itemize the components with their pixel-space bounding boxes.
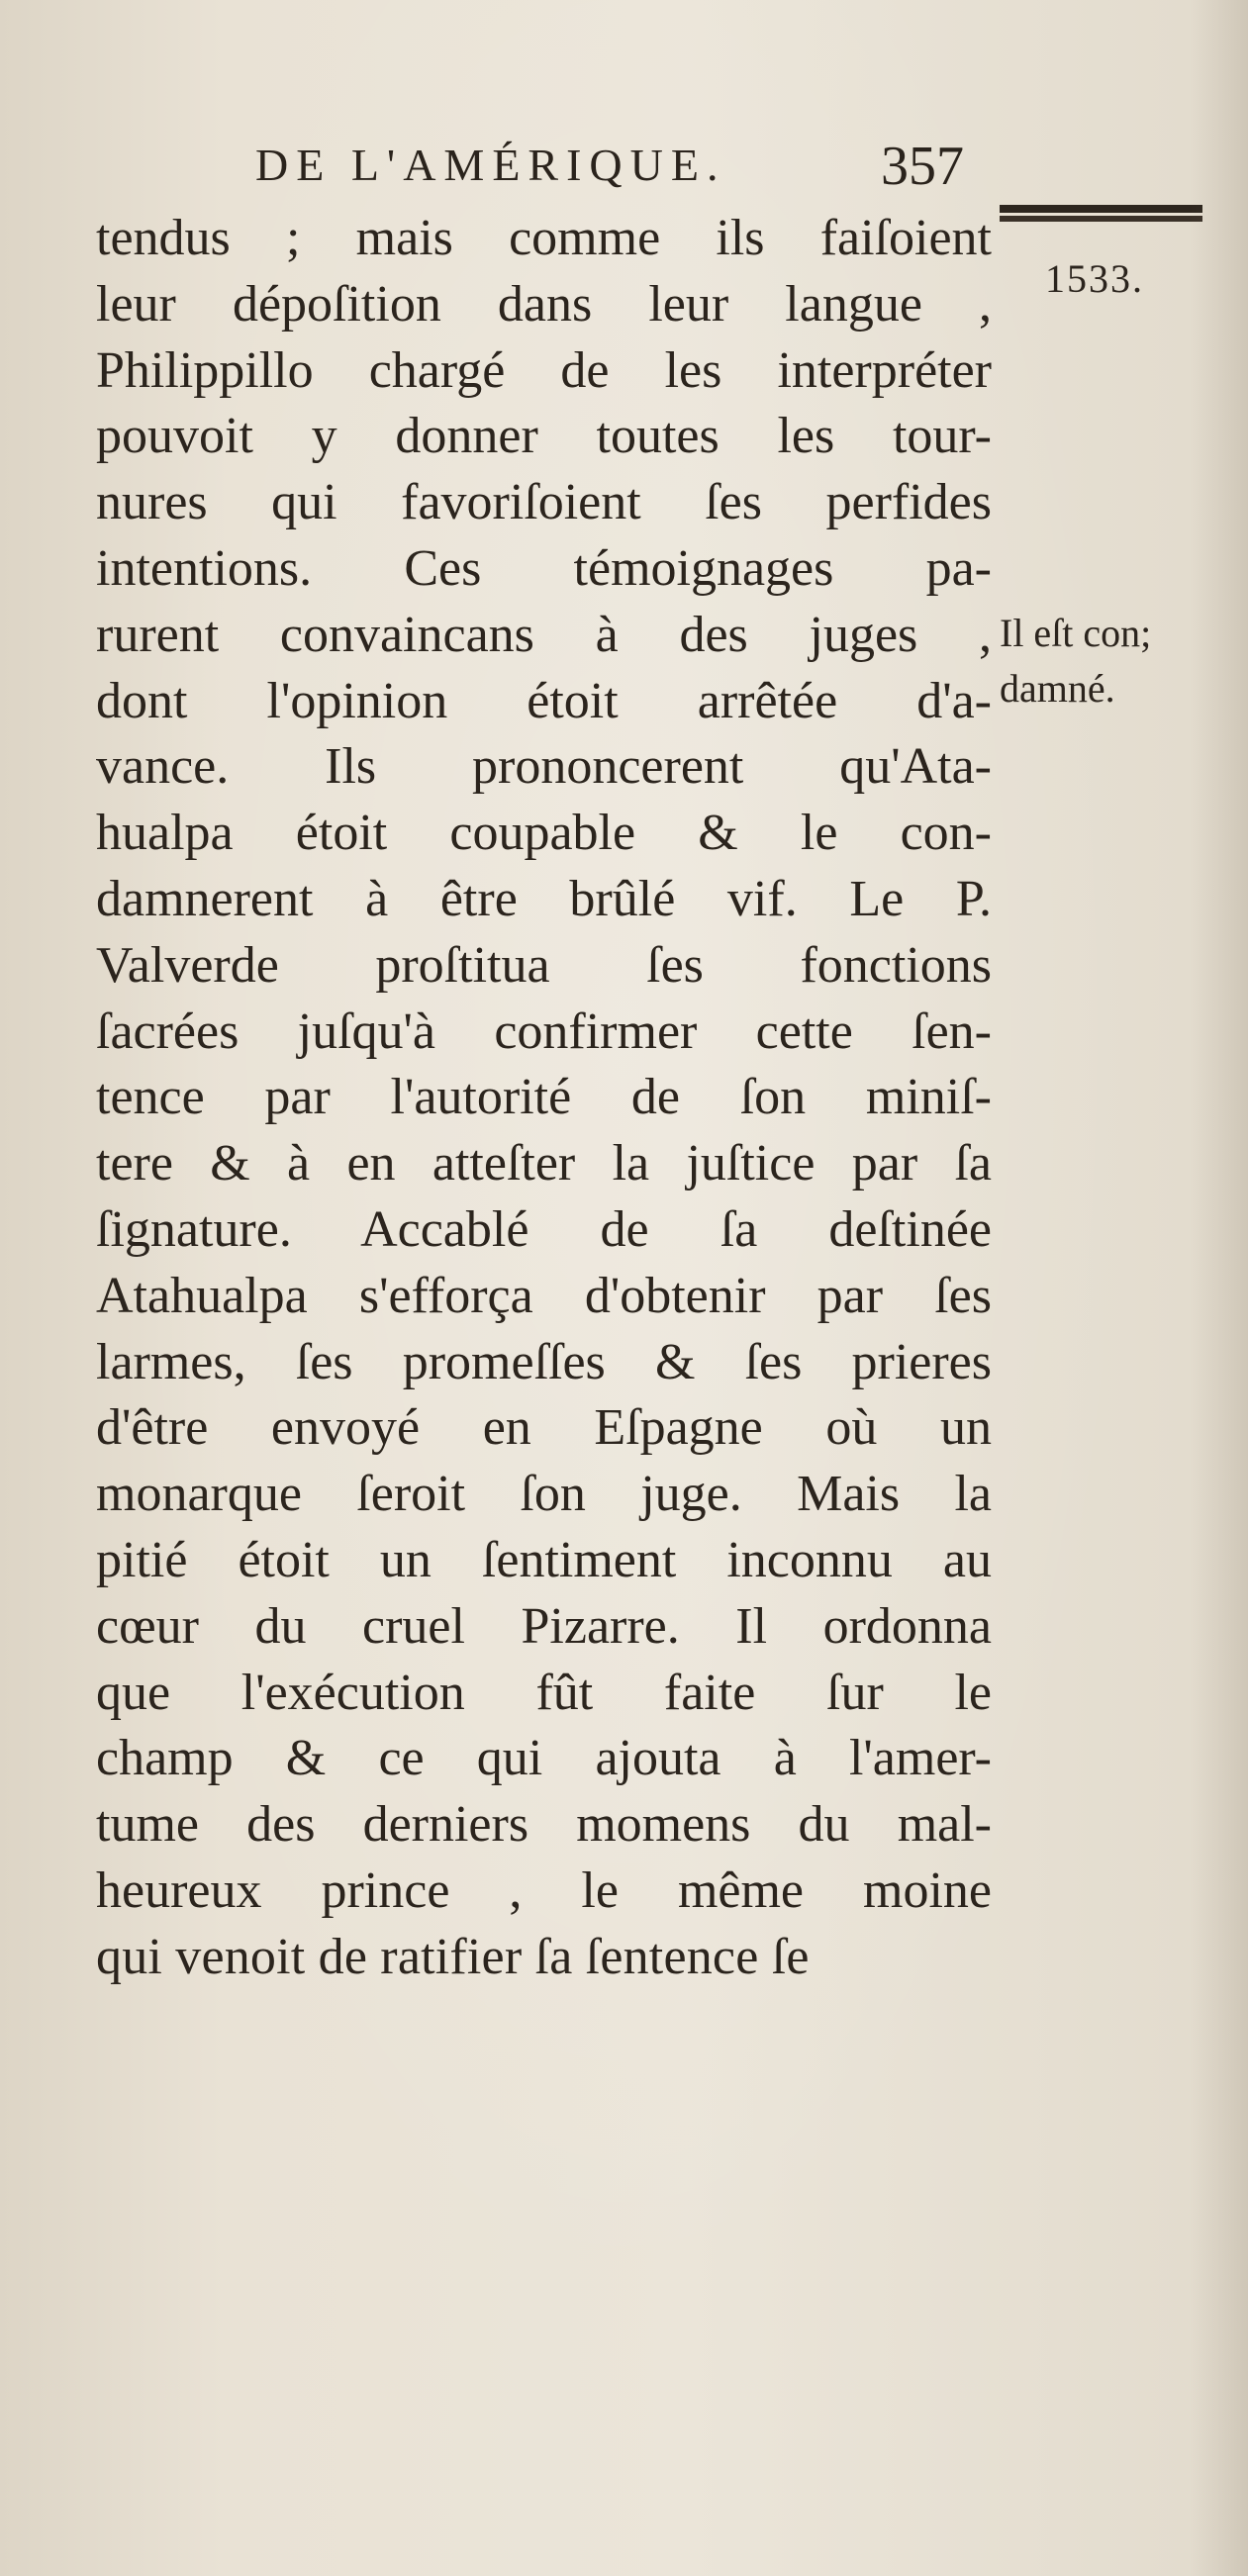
text-line: dont l'opinion étoit arrêtée d'a-: [96, 672, 992, 729]
text-line: cœur du cruel Pizarre. Il ordonna: [96, 1597, 992, 1655]
text-line: ſignature. Accablé de ſa deſtinée: [96, 1200, 992, 1258]
text-line: qui venoit de ratifier ſa ſentence ſe: [96, 1928, 810, 1985]
text-line: Philippillo chargé de les interpréter: [96, 341, 992, 399]
marginal-note-line: Il eſt con;: [1000, 611, 1152, 655]
margin-year: 1533.: [1045, 256, 1144, 301]
text-line: tume des derniers momens du mal-: [96, 1796, 992, 1854]
page-number: 357: [881, 136, 964, 197]
marginal-note: [1000, 606, 1151, 716]
text-line: pitié étoit un ſentiment inconnu au: [96, 1531, 992, 1588]
text-line: tere & à en atteſter la juſtice par ſa: [96, 1135, 992, 1193]
text-line: intentions. Ces témoignages pa-: [96, 539, 992, 597]
text-line: rurent convaincans à des juges ,: [96, 606, 992, 663]
text-line: Valverde proſtitua ſes fonctions: [96, 936, 992, 994]
text-line: damnerent à être brûlé vif. Le P.: [96, 870, 992, 927]
text-line: hualpa étoit coupable & le con-: [96, 805, 992, 862]
text-line: champ & ce qui ajouta à l'amer-: [96, 1730, 992, 1787]
header-rule: [1000, 205, 1202, 216]
body-text: [96, 206, 992, 1991]
text-line: ſacrées juſqu'à confirmer cette ſen-: [96, 1002, 992, 1060]
text-line: heureux prince , le même moine: [96, 1861, 992, 1919]
marginal-note-line: damné.: [1000, 666, 1115, 711]
text-line: vance. Ils prononcerent qu'Ata-: [96, 738, 992, 796]
text-line: tence par l'autorité de ſon miniſ-: [96, 1069, 992, 1126]
text-line: d'être envoyé en Eſpagne où un: [96, 1399, 992, 1457]
text-line: pouvoit y donner toutes les tour-: [96, 408, 992, 465]
running-head: DE L'AMÉRIQUE.: [255, 140, 726, 190]
text-line: tendus ; mais comme ils faiſoient: [96, 210, 992, 266]
text-line: larmes, ſes promeſſes & ſes prieres: [96, 1333, 992, 1390]
text-line: nures qui favoriſoient ſes perfides: [96, 474, 992, 531]
text-line: Atahualpa s'efforça d'obtenir par ſes: [96, 1267, 992, 1324]
text-line: que l'exécution fût faite ſur le: [96, 1664, 992, 1721]
text-line: leur dépoſition dans leur langue ,: [96, 275, 992, 333]
text-line: monarque ſeroit ſon juge. Mais la: [96, 1466, 992, 1523]
